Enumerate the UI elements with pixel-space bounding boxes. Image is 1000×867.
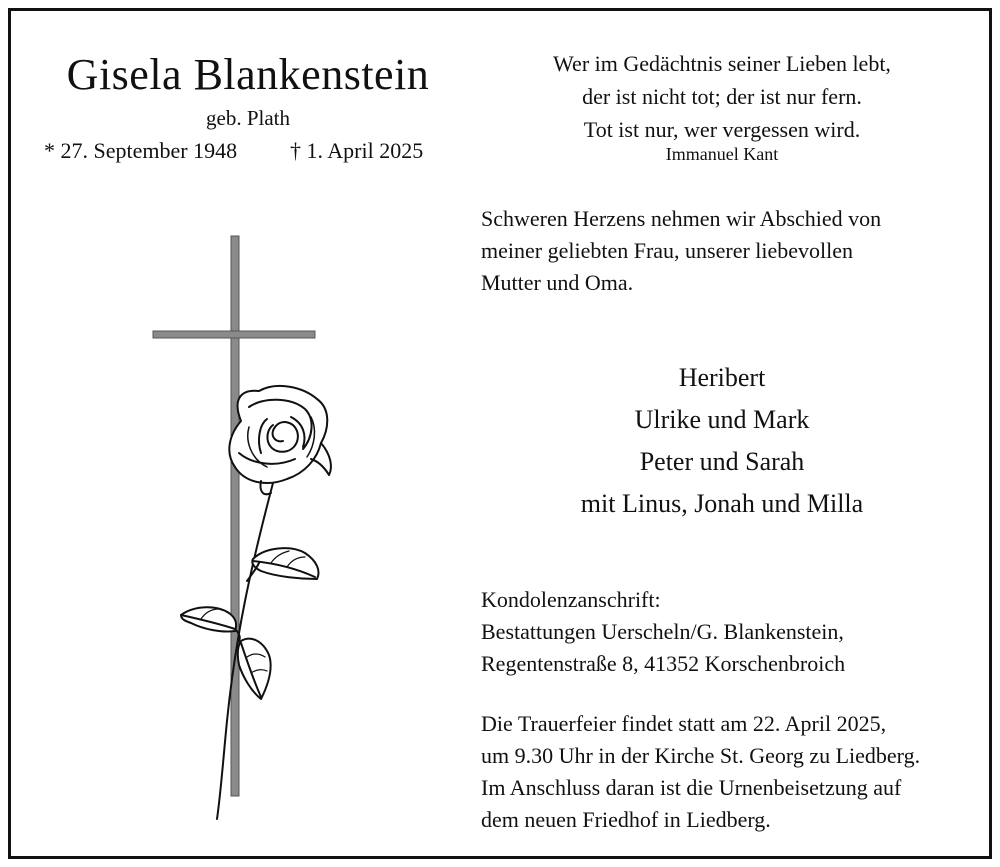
- mourner-line: Peter und Sarah: [639, 447, 805, 476]
- mourner-line: Ulrike und Mark: [634, 405, 810, 434]
- mourners-list: [481, 357, 963, 525]
- farewell-line: Mutter und Oma.: [481, 270, 634, 295]
- quote-line: Wer im Gedächtnis seiner Lieben lebt,: [553, 51, 891, 76]
- farewell-line: meiner geliebten Frau, unserer liebevollen: [481, 238, 854, 263]
- service-line: Die Trauerfeier findet statt am 22. April 2025,: [481, 711, 887, 736]
- farewell-text: [481, 203, 961, 299]
- cross-icon: [153, 236, 315, 796]
- quote-line: der ist nicht tot; der ist nur fern.: [582, 84, 862, 109]
- quote: [481, 47, 963, 146]
- right-column: [481, 11, 991, 856]
- condolence-address: [481, 584, 961, 680]
- rose-icon: [181, 386, 331, 819]
- condolence-line: Regentenstraße 8, 41352 Korschenbroich: [481, 651, 846, 676]
- maiden-name: geb. Plath: [206, 106, 290, 130]
- quote-line: Tot ist nur, wer vergessen wird.: [583, 117, 861, 142]
- condolence-line: Kondolenzanschrift:: [481, 587, 661, 612]
- obituary-notice: [8, 8, 992, 859]
- deceased-name: Gisela Blankenstein: [66, 50, 430, 99]
- farewell-line: Schweren Herzens nehmen wir Abschied von: [481, 206, 882, 231]
- mourner-line: Heribert: [678, 363, 766, 392]
- service-line: dem neuen Friedhof in Liedberg.: [481, 807, 771, 832]
- left-column: [11, 11, 481, 856]
- service-line: um 9.30 Uhr in der Kirche St. Georg zu Liedberg.: [481, 743, 921, 768]
- mourner-line: mit Linus, Jonah und Milla: [580, 489, 864, 518]
- funeral-service-info: [481, 708, 963, 836]
- birth-date: * 27. September 1948: [44, 138, 238, 163]
- service-line: Im Anschluss daran ist die Urnenbeisetzung auf: [481, 775, 902, 800]
- quote-author: Immanuel Kant: [665, 144, 779, 164]
- condolence-line: Bestattungen Uerscheln/G. Blankenstein,: [481, 619, 844, 644]
- death-date: † 1. April 2025: [290, 138, 424, 163]
- cross-and-rose-illustration: [141, 221, 351, 821]
